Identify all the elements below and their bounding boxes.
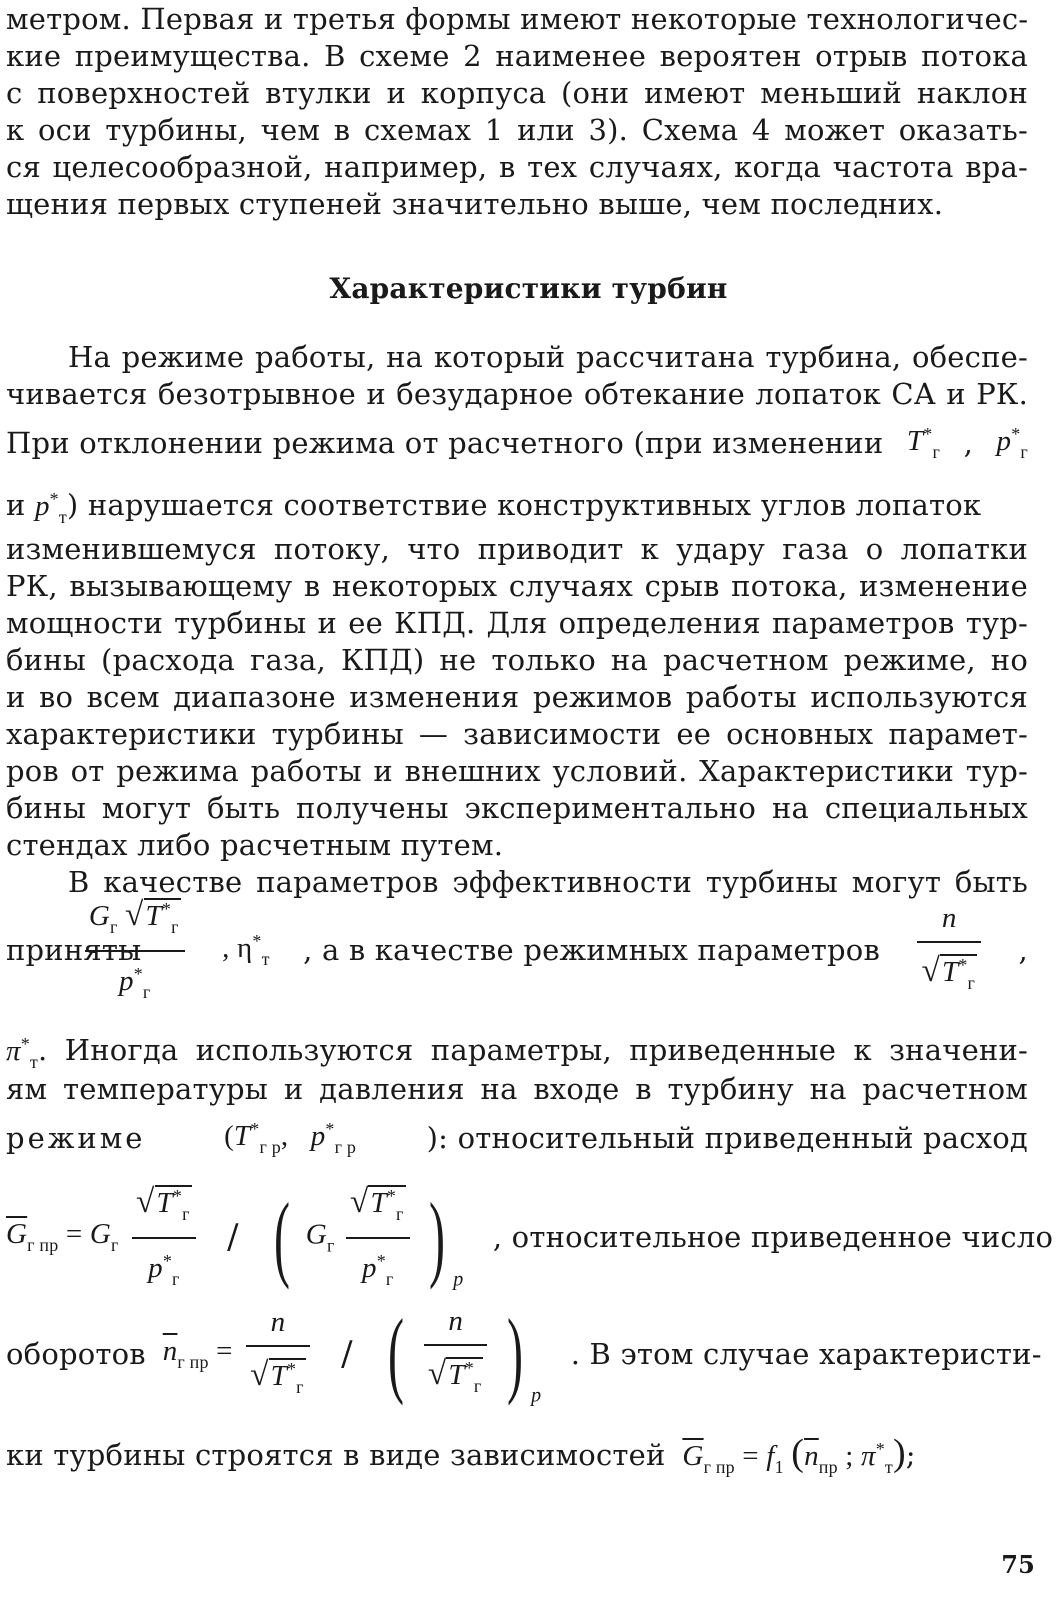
text-line-with-formula	[6, 1430, 1028, 1480]
text-line: ся целесообразной, например, в тех случаях, когда частота вра-	[6, 150, 1028, 184]
text-segment: ) нарушается соответствие конструктивных углов лопаток	[66, 487, 982, 522]
text-line: ров от режима работы и внешних условий. Характеристики тур-	[6, 754, 1028, 788]
text-segment: ки турбины строятся в виде зависимостей	[6, 1437, 666, 1472]
formula-sqrtT-over-p: $\frac{√T^*_г}{p^*_г}$	[132, 1175, 196, 1299]
text-line: В качестве параметров эффективности турбины могут быть	[68, 865, 1028, 899]
text-line-with-formula	[6, 1025, 1028, 1072]
formula-design-n-paren: ( $\frac{n}{√T^*_г}$ ) $_p$	[388, 1298, 542, 1407]
formula-pi-t-star: $\pi^*_т$	[6, 1034, 38, 1072]
text-segment: . В этом случае характеристи-	[570, 1336, 1042, 1371]
text-segment: При отклонении режима от расчетного (при изменении	[6, 426, 884, 460]
formula-design-G-paren: ( $G_г$ $\frac{√T^*_г}{p^*_г}$ ) $_p$	[266, 1175, 463, 1299]
formula-Tg-star: $T^*_г$	[906, 424, 941, 462]
formula-eta-t-star: , $\eta^*_т$	[222, 930, 270, 969]
section-heading: Характеристики турбин	[329, 272, 728, 305]
text-segment: ): относительный приведенный расход	[426, 1121, 1028, 1155]
text-line: На режиме работы, на который рассчитана турбина, обеспе-	[68, 340, 1028, 374]
formula-dependency-f1: $\overline{G}_{г пр} = f_1$ ($\overline{n}_{пр}$ ; $\pi^*_т$)	[682, 1431, 906, 1477]
text-line: щения первых ступеней значительно выше, чем последних.	[6, 187, 944, 221]
formula-pt-star: $p^*_т$	[34, 489, 67, 527]
formula-line	[6, 895, 1028, 1005]
text-line: чивается безотрывное и безударное обтекание лопаток СА и РК.	[6, 377, 1028, 411]
text-segment: ;	[905, 1437, 916, 1472]
text-line-with-formula	[6, 1115, 1028, 1161]
formula-line	[6, 1298, 1042, 1425]
slash: /	[227, 1216, 239, 1257]
text-segment: , а в качестве режимных параметров	[303, 933, 880, 967]
text-line: мощности турбины и ее КПД. Для определения параметров тур-	[6, 606, 1028, 640]
text-segment: ,	[1018, 933, 1028, 967]
text-line: бины (расхода газа, КПД) не только на расчетном режиме, но	[6, 643, 1028, 677]
text-line: изменившемуся потоку, что приводит к удару газа о лопатки	[6, 532, 1028, 566]
text-line: РК, вызывающему в некоторых случаях срыв потока, изменение	[6, 569, 1028, 603]
text-segment: приняты	[6, 933, 142, 967]
text-line: ям температуры и давления на входе в турбину на расчетном	[6, 1072, 1028, 1106]
text-line: к оси турбины, чем в схемах 1 или 3). Схема 4 может оказать-	[6, 113, 1028, 147]
text-line: стендах либо расчетным путем.	[6, 828, 504, 862]
formula-line	[6, 1175, 1054, 1305]
formula-n-bar-gpr: $\overline{n}_{г пр}$ =	[162, 1334, 233, 1372]
text-line: метром. Первая и третья формы имеют некоторые технологичес-	[6, 2, 1029, 36]
text-line: с поверхностей втулки и корпуса (они имеют меньший наклон	[6, 76, 1028, 110]
text-line-with-formula	[6, 420, 1028, 466]
text-segment: и	[6, 487, 26, 522]
slash: /	[341, 1333, 353, 1374]
text-line: кие преимущества. В схеме 2 наименее вероятен отрыв потока	[6, 39, 1028, 73]
page-number: 75	[1001, 1550, 1035, 1579]
comma: ,	[963, 426, 973, 460]
text-segment: . Иногда используются параметры, приведенные к значени-	[37, 1032, 1028, 1067]
text-segment: режиме	[6, 1121, 146, 1155]
formula-G-sqrtT-over-p: $\frac{G_г √T^*_г}{p^*_г}$	[85, 888, 185, 1012]
text-line: и во всем диапазоне изменения режимов работы используются	[6, 680, 1028, 714]
text-line-with-formula	[6, 480, 1028, 526]
text-line: характеристики турбины — зависимости ее основных парамет-	[6, 717, 1028, 751]
text-segment: оборотов	[6, 1336, 146, 1371]
text-segment: , относительное приведенное число	[492, 1219, 1054, 1254]
formula-n-over-sqrtT: $\frac{n}{√T^*_г}$	[246, 1301, 310, 1407]
formula-Tgp-pgp: ($T^*_{г р}$, $p^*_{г р}$	[224, 1119, 357, 1157]
text-line: бины могут быть получены экспериментально на специальных	[6, 791, 1028, 825]
formula-pg-star: $p^*_г$	[996, 424, 1028, 462]
formula-n-over-sqrtT: $\frac{n}{√T^*_г}$	[917, 897, 981, 1003]
formula-G-bar-gpr: $\overline{G}_{г пр} = G_г$	[6, 1217, 119, 1255]
